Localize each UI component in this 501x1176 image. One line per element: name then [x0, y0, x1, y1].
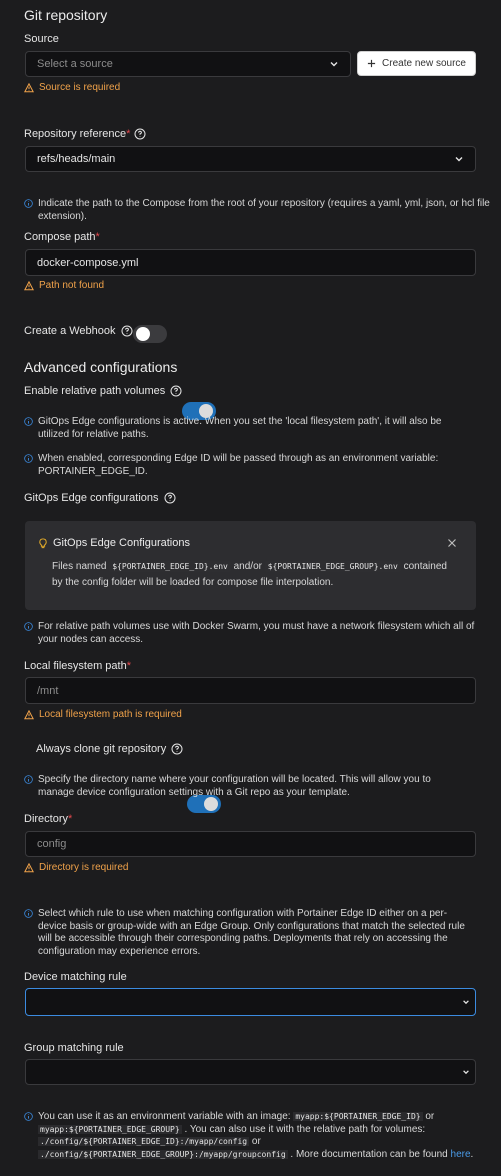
warning-icon: [24, 863, 34, 873]
local-fs-error-text: Local filesystem path is required: [39, 709, 182, 720]
local-fs-label-text: Local filesystem path: [24, 660, 127, 672]
source-error: [24, 82, 120, 93]
directory-label-text: Directory: [24, 813, 69, 825]
ref-value: refs/heads/main: [37, 153, 116, 165]
required-mark: *: [126, 128, 131, 140]
info-icon: [24, 1112, 33, 1121]
panel-body: [52, 559, 452, 591]
device-rule-select[interactable]: [25, 988, 476, 1016]
info-icon: [24, 454, 33, 463]
group-rule-label: Group matching rule: [24, 1042, 124, 1054]
env-info-body: [38, 1111, 474, 1161]
gitops-active-info-text: GitOps Edge configurations is active. When you set the 'local filesystem path', it will also be utilized for relative paths.: [38, 416, 442, 440]
create-source-button[interactable]: [357, 51, 476, 76]
webhook-row: [24, 325, 133, 337]
env-info-end: .: [470, 1148, 474, 1160]
section-title-git: Git repository: [24, 7, 108, 23]
chevron-down-icon: [462, 998, 470, 1006]
create-source-label: Create new source: [382, 58, 466, 69]
gitops-edge-panel: [25, 521, 476, 610]
panel-header: [38, 537, 190, 549]
env-info-text-3: . More documentation can be found: [290, 1148, 448, 1160]
compose-info-text: Indicate the path to the Compose from the root of your repository (requires a yaml, yml, json, or hcl file extension).: [38, 198, 490, 222]
env-code-4: ./config/${PORTAINER_EDGE_GROUP}:/myapp/groupconfig: [40, 1149, 286, 1159]
compose-label: [24, 231, 100, 243]
panel-text-3: contained by the config folder will be loaded for compose file interpolation.: [52, 561, 447, 588]
chevron-down-icon: [462, 1068, 470, 1076]
env-code-1: myapp:${PORTAINER_EDGE_ID}: [295, 1112, 421, 1121]
warning-icon: [24, 281, 34, 291]
warning-icon: [24, 710, 34, 720]
local-fs-placeholder: /mnt: [37, 684, 59, 697]
info-icon: [24, 417, 33, 426]
docs-link[interactable]: here: [450, 1148, 471, 1160]
compose-path-input[interactable]: [25, 249, 476, 276]
help-icon[interactable]: [164, 492, 176, 504]
edge-id-info-text: When enabled, corresponding Edge ID will be passed through as an environment variable: PORTAINER_EDGE_ID.: [38, 453, 439, 477]
warning-icon: [24, 83, 34, 93]
env-info-or-2: or: [251, 1136, 261, 1147]
chevron-down-icon: [329, 59, 339, 69]
env-code-3: ./config/${PORTAINER_EDGE_ID}:/myapp/config: [40, 1137, 248, 1146]
section-title-advanced: Advanced configurations: [24, 359, 178, 375]
directory-error: [24, 862, 128, 873]
panel-code-2: ${PORTAINER_EDGE_GROUP}.env: [265, 561, 401, 572]
swarm-info-text: For relative path volumes use with Docker Swarm, you must have a network filesystem which all of your nodes can access.: [38, 621, 475, 645]
clone-row: [36, 743, 183, 755]
swarm-info: [24, 621, 484, 646]
gitops-row: [24, 492, 176, 504]
rule-info: [24, 908, 474, 958]
help-icon[interactable]: [121, 325, 133, 337]
source-label: Source: [24, 33, 59, 45]
directory-input[interactable]: [25, 831, 476, 857]
help-icon[interactable]: [171, 743, 183, 755]
close-icon[interactable]: [447, 538, 457, 548]
env-info-or-1: or: [425, 1111, 435, 1122]
ref-label-text: Repository reference: [24, 128, 127, 140]
info-icon: [24, 622, 33, 631]
directory-info-text: Specify the directory name where your configuration will be located. This will allow you to manage device configuration settings with a Git repo as your template.: [38, 774, 431, 798]
chevron-down-icon: [454, 154, 464, 164]
help-icon[interactable]: [134, 128, 146, 140]
info-icon: [24, 199, 33, 208]
panel-code-1: ${PORTAINER_EDGE_ID}.env: [109, 561, 231, 572]
local-fs-input[interactable]: [25, 677, 476, 704]
directory-label: [24, 813, 72, 825]
gitops-label: GitOps Edge configurations: [24, 492, 159, 504]
env-info: [24, 1111, 474, 1161]
directory-placeholder: config: [37, 838, 67, 850]
ref-label: [24, 128, 146, 140]
panel-text-2: and/or: [233, 561, 262, 572]
toggle-knob: [136, 327, 150, 341]
compose-info: [24, 198, 490, 223]
compose-error: [24, 280, 104, 291]
source-select[interactable]: [25, 51, 351, 77]
required-mark: *: [126, 660, 131, 672]
panel-title: GitOps Edge Configurations: [53, 537, 190, 549]
env-info-text-1: You can use it as an environment variable with an image:: [38, 1111, 291, 1122]
local-fs-error: [24, 709, 182, 720]
webhook-label: Create a Webhook: [24, 325, 116, 337]
required-mark: *: [95, 231, 100, 243]
edge-id-info: [24, 453, 464, 478]
webhook-toggle[interactable]: [133, 325, 167, 343]
env-code-2: myapp:${PORTAINER_EDGE_GROUP}: [40, 1124, 180, 1134]
device-rule-label: Device matching rule: [24, 971, 127, 983]
directory-info: [24, 774, 464, 799]
compose-error-text: Path not found: [39, 280, 105, 291]
info-icon: [24, 909, 33, 918]
env-info-text-2: . You can also use it with the relative path for volumes:: [184, 1123, 426, 1135]
info-icon: [24, 775, 33, 784]
source-placeholder: Select a source: [37, 58, 113, 70]
help-icon[interactable]: [170, 385, 182, 397]
group-rule-select[interactable]: [25, 1059, 476, 1085]
required-mark: *: [68, 813, 73, 825]
panel-text-1: Files named: [52, 561, 107, 572]
toggle-knob: [204, 797, 218, 811]
compose-label-text: Compose path: [24, 231, 96, 243]
rule-info-text: Select which rule to use when matching configuration with Portainer Edge ID either on a per-device basis or group-wide with an Edge Group. Only configurations that match the selected rule will be accessible through their corresponding paths. Deployments that rely on accessing the configuration may experience errors.: [38, 908, 465, 957]
directory-error-text: Directory is required: [39, 862, 129, 873]
source-error-text: Source is required: [39, 82, 121, 93]
plus-icon: [367, 59, 376, 68]
local-fs-label: [24, 660, 131, 672]
lightbulb-icon: [38, 538, 48, 549]
compose-path-value: docker-compose.yml: [37, 256, 139, 269]
relative-label: Enable relative path volumes: [24, 385, 166, 397]
ref-select[interactable]: [25, 146, 476, 172]
clone-label: Always clone git repository: [36, 743, 167, 755]
relative-row: [24, 385, 182, 397]
gitops-active-info: [24, 416, 464, 441]
